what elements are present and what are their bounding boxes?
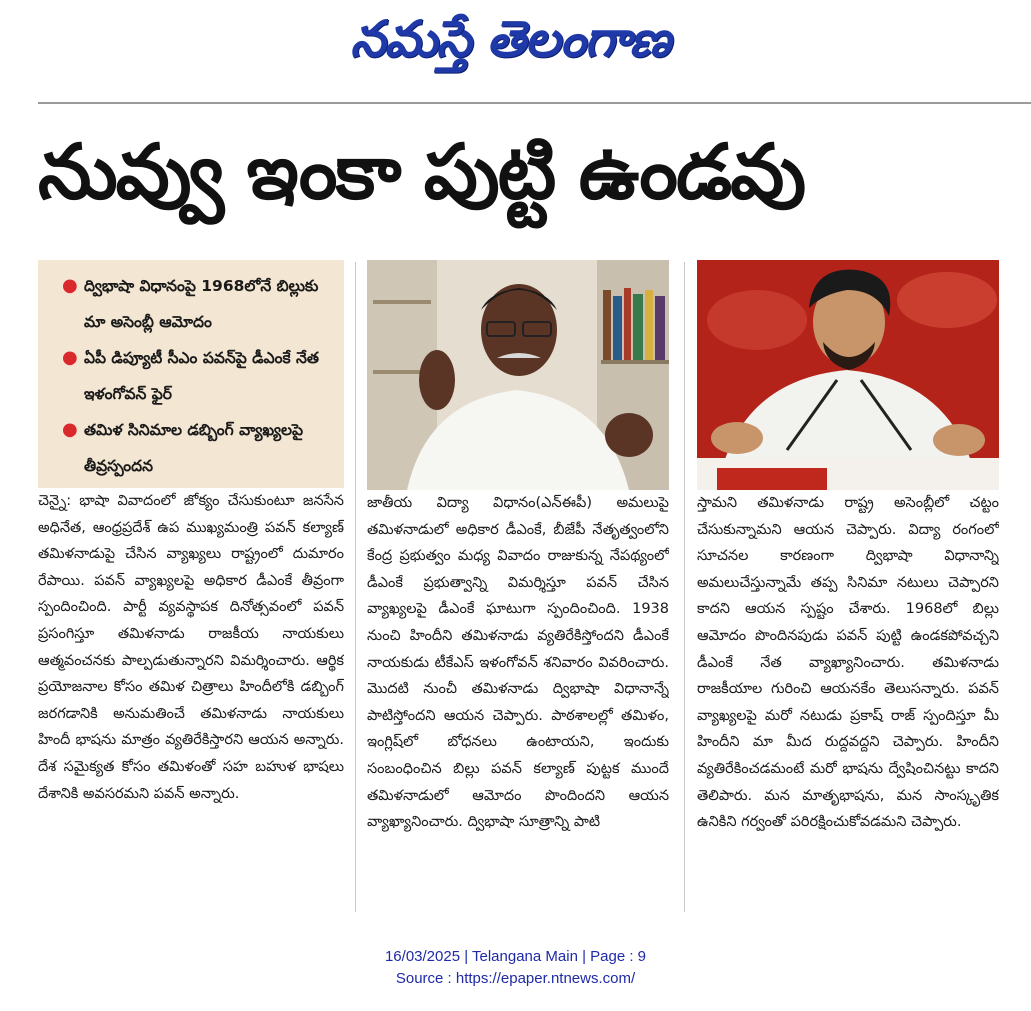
bullet-icon: ● (62, 419, 78, 440)
masthead (0, 0, 1031, 100)
highlight-item: ● తమిళ సినిమాల డబ్బింగ్ వ్యాఖ్యలపై తీవ్రస్పందన (58, 412, 338, 484)
page-footer (0, 946, 1031, 990)
article-column-3: స్తామని తమిళనాడు రాష్ట్ర అసెంబ్లీలో చట్టం చేసుకున్నామని ఆయన చెప్పారు. విద్యా రంగంలో సూచనల కారణంగా ద్విభాషా విధానాన్ని అమలుచేస్తున్నామే తప్ప సినిమా నటులు చెప్పారని కాదని ఆయన స్పష్టం చేశారు. 1968లో బిల్లు ఆమోదం పొందినపుడు పవన్ పుట్టి ఉండకపోవచ్చని డీఎంకే నేత వ్యాఖ్యానించారు. తమిళనాడు రాజకీయాల గురించి ఆయనకేం తెలుసన్నారు. పవన్ వ్యాఖ్యలపై మరో నటుడు ప్రకాష్ రాజ్ స్పందిస్తూ మీ హిందీని మా మీద రుద్దవద్దని చెప్పారు. హిందీని వ్యతిరేకించడమంటే మరో భాషను ద్వేషించినట్టు కాదని తెలిపారు. మన మాతృభాషను, మన సాంస్కృతిక ఉనికిని గర్వంతో పరిరక్షించుకోవడమని చెప్పారు. (697, 495, 999, 831)
highlight-item: ● ద్విభాషా విధానంపై 1968లోనే బిల్లుకు మా అసెంబ్లీ ఆమోదం (58, 268, 338, 340)
article-column-1: చెన్నై: భాషా వివాదంలో జోక్యం చేసుకుంటూ జనసేన అధినేత, ఆంధ్రప్రదేశ్ ఉప ముఖ్యమంత్రి పవన్ కల్యాణ్ తమిళనాడుపై చేసిన వ్యాఖ్యలు రాష్ట్రంలో దుమారం రేపాయి. పవన్ వ్యాఖ్యలపై అధికార డీఎంకే తీవ్రంగా స్పందించింది. పార్టీ వ్యవస్థాపక దినోత్సవంలో పవన్ ప్రసంగిస్తూ తమిళనాడు రాజకీయ నాయకులు ఆత్మవంచనకు పాల్పడుతున్నారని విమర్శించారు. ఆర్థిక ప్రయోజనాల కోసం తమిళ చిత్రాలు హిందీలోకి డబ్బింగ్ జరగడానికి అనుమతించే తమిళనాడు నాయకులు హిందీ భాషను మాత్రం వ్యతిరేకిస్తారని ఆయన అన్నారు. దేశ సమైక్యత కోసం తమిళంతో సహ బహుళ భాషలు దేశానికి అవసరమని పవన్ అన్నారు. (38, 493, 344, 802)
column-divider (355, 262, 356, 912)
bullet-icon: ● (62, 347, 78, 368)
footer-dateline: 16/03/2025 | Telangana Main | Page : 9 (384, 948, 647, 965)
footer-source-link[interactable]: Source : https://epaper.ntnews.com/ (395, 970, 636, 987)
newspaper-logo: నమస్తే తెలంగాణ (350, 9, 670, 68)
elangovan-photo (367, 260, 669, 490)
bullet-icon: ● (62, 275, 78, 296)
column-divider (684, 262, 685, 912)
article-column-2: జాతీయ విద్యా విధానం(ఎన్ఈపీ) అమలుపై తమిళనాడులో అధికార డీఎంకే, బీజేపీ నేతృత్వంలోని కేంద్ర ప్రభుత్వం మధ్య వివాదం రాజుకున్న నేపథ్యంలో డీఎంకే ప్రభుత్వాన్ని విమర్శిస్తూ పవన్ చేసిన వ్యాఖ్యలపై డీఎంకే ఘాటుగా స్పందించింది. 1938 నుంచి హిందీని తమిళనాడు వ్యతిరేకిస్తోందని డీఎంకే నాయకుడు టీకేఎస్ ఇళంగోవన్ శనివారం వివరించారు. మొదటి నుంచీ తమిళనాడు ద్విభాషా విధానాన్నే పాటిస్తోందని ఆయన చెప్పారు. పాఠశాలల్లో తమిళం, ఇంగ్లిష్‌లో బోధనలు ఉంటాయని, ఇందుకు సంబంధించిన బిల్లు పవన్ కల్యాణ్ పుట్టక ముందే తమిళనాడులో ఆమోదం పొందిందని ఆయన వ్యాఖ్యానించారు. ద్విభాషా సూత్రాన్ని పాటి (367, 495, 669, 831)
highlight-item: ● ఏపీ డిప్యూటీ సీఎం పవన్‌పై డీఎంకే నేత ఇళంగోవన్ ఫైర్ (58, 340, 338, 412)
masthead-rule (38, 102, 1031, 104)
pawan-kalyan-photo (697, 260, 999, 490)
article-headline: నువ్వు ఇంకా పుట్టి ఉండవు (38, 127, 805, 216)
highlights-box (38, 260, 344, 488)
